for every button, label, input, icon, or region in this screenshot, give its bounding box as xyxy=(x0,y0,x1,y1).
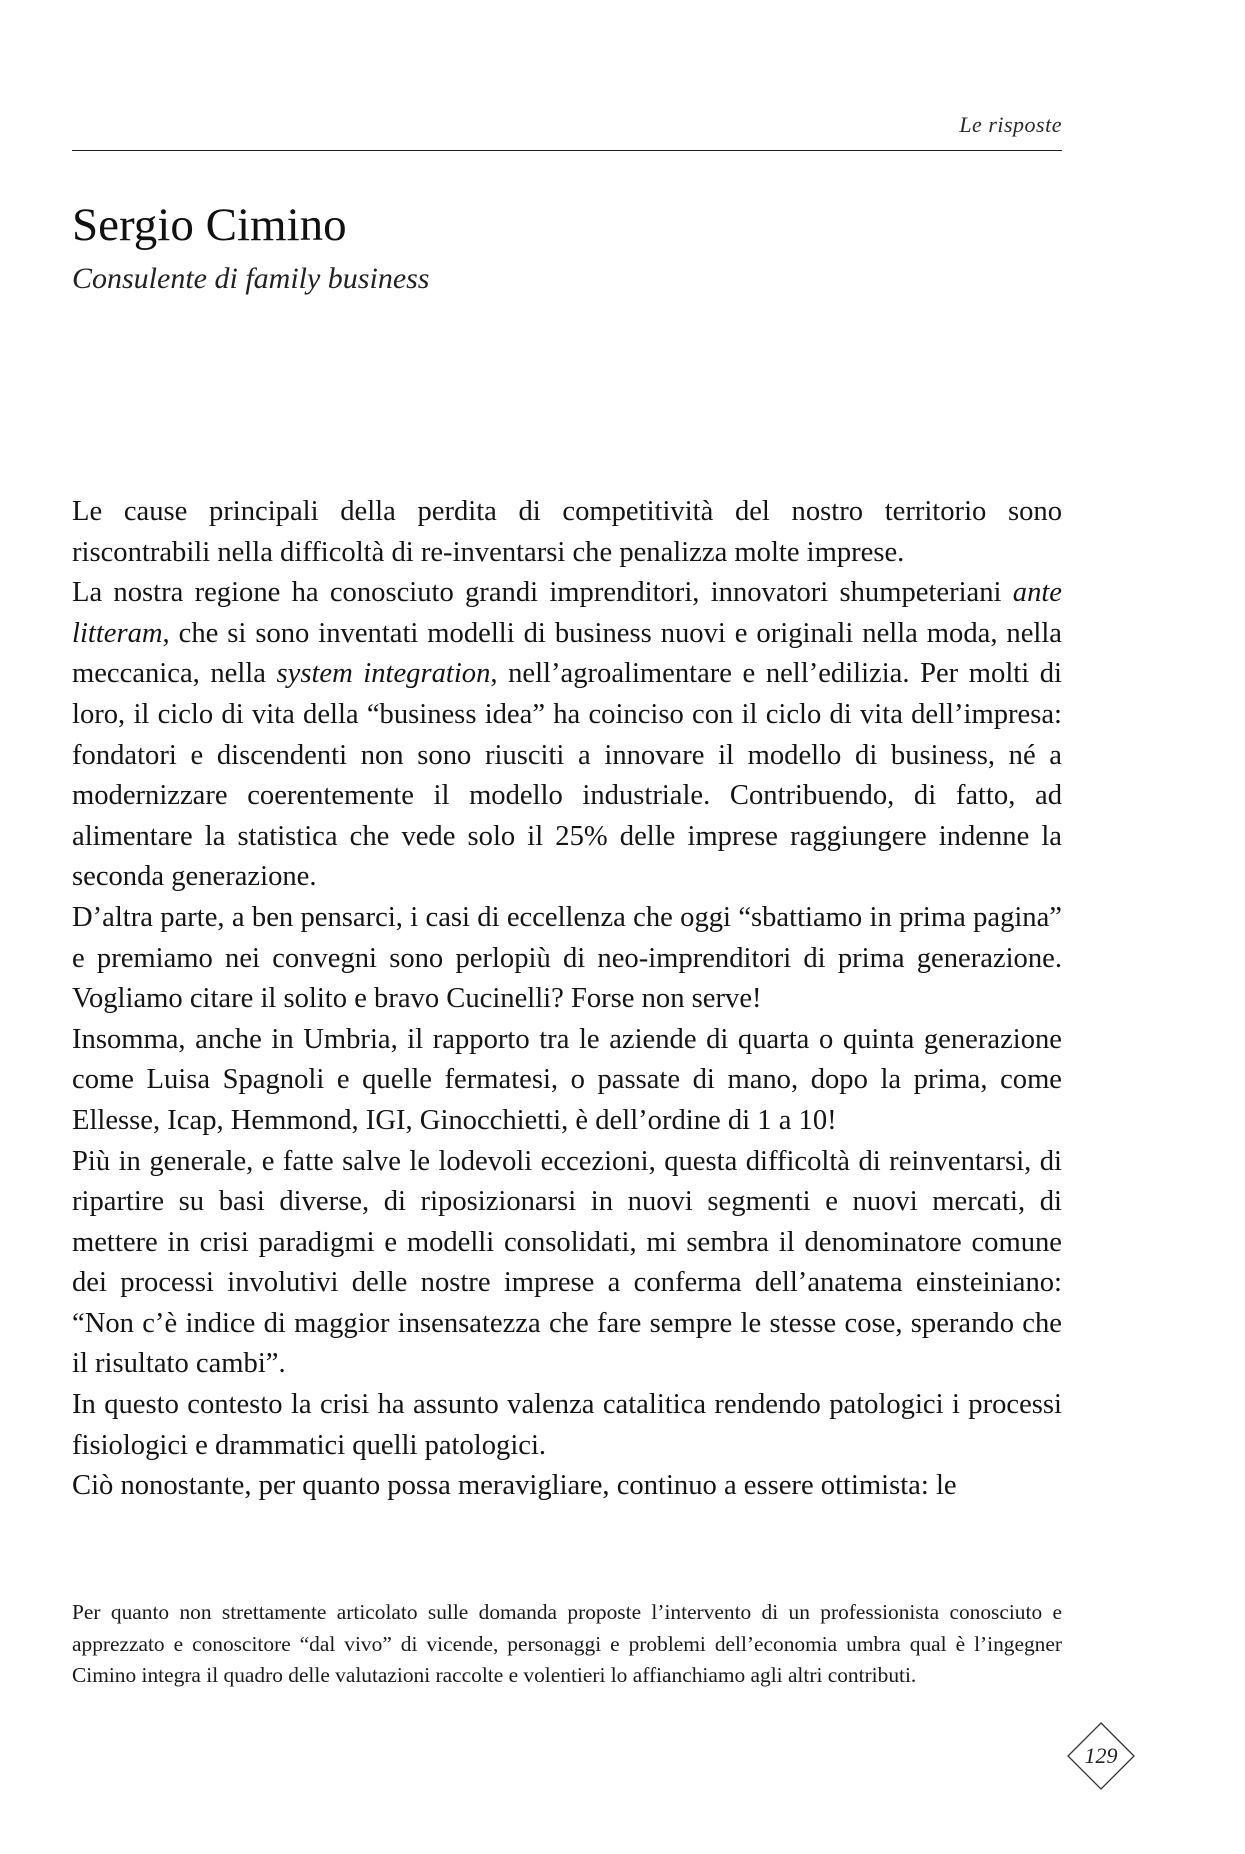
editor-note-text: Per quanto non strettamente articolato sulle domanda proposte l’intervento di un professionista conosciuto e apprezzato e conoscitore “dal vivo” di vicende, personaggi e problemi dell’economia umbra qual è l’ingegner Cimino integra il quadro delle valutazioni raccolte e volentieri lo affianchiamo agli altri contributi. xyxy=(72,1600,1062,1687)
author-role: Consulente di family business xyxy=(72,262,430,295)
paragraph-2-part-a: La nostra regione ha conosciuto grandi imprenditori, innovatori shumpeteriani xyxy=(72,577,1013,609)
author-name: Sergio Cimino xyxy=(72,199,347,251)
running-head: Le risposte xyxy=(959,112,1062,137)
editor-note xyxy=(72,1597,1062,1692)
paragraph-4: Insomma, anche in Umbria, il rapporto tra le aziende di quarta o quinta generazione come Luisa Spagnoli e quelle fermatesi, o passate di mano, dopo la prima, come Ellesse, Icap, Hemmond, IGI, Ginocchietti, è dell’ordine di 1 a 10! xyxy=(72,1023,1062,1136)
body-text xyxy=(72,492,1062,1507)
header-rule xyxy=(72,150,1062,151)
paragraph-7: Ciò nonostante, per quanto possa meravigliare, continuo a essere ottimista: le xyxy=(72,1470,957,1502)
english-phrase: system integration xyxy=(276,658,491,690)
page-number: 129 xyxy=(1084,1743,1118,1768)
paragraph-5: Più in generale, e fatte salve le lodevoli eccezioni, questa difficoltà di reinventarsi, di ripartire su basi diverse, di riposizionarsi in nuovi segmenti e nuovi mercati, di mettere in crisi paradigmi e modelli consolidati, mi sembra il denominatore comune dei processi involutivi delle nostre imprese a conferma dell’anatema einsteiniano: “Non c’è indice di maggior insensatezza che fare sempre le stesse cose, sperando che il risultato cambi”. xyxy=(72,1145,1062,1380)
paragraph-3: D’altra parte, a ben pensarci, i casi di eccellenza che oggi “sbattiamo in prima pagina” e premiamo nei convegni sono perlopiù di neo-imprenditori di prima generazione. Vogliamo citare il solito e bravo Cucinelli? Forse non serve! xyxy=(72,901,1062,1015)
paragraph-2-part-c: , nell’agroalimentare e nell’edilizia. Per molti di loro, il ciclo di vita della “business idea” ha coinciso con il ciclo di vita dell’impresa: fondatori e discendenti non sono riusciti a innovare il modello di business, né a modernizzare coerentemente il modello industriale. Contribuendo, di fatto, ad alimentare la statistica che vede solo il 25% delle imprese raggiungere indenne la seconda generazione. xyxy=(72,658,1062,893)
paragraph-6: In questo contesto la crisi ha assunto valenza catalitica rendendo patologici i processi fisiologici e drammatici quelli patologici. xyxy=(72,1389,1062,1461)
latin-phrase: ante litteram xyxy=(72,577,1062,649)
paragraph-2 xyxy=(72,573,1062,898)
paragraph-2-part-b: , che si sono inventati modelli di business nuovi e originali nella moda, nella meccanica, nella xyxy=(72,617,1062,690)
page-number-ornament xyxy=(1066,1721,1136,1791)
paragraph-1: Le cause principali della perdita di competitività del nostro territorio sono riscontrabili nella difficoltà di re-inventarsi che penalizza molte imprese. xyxy=(72,496,1062,568)
